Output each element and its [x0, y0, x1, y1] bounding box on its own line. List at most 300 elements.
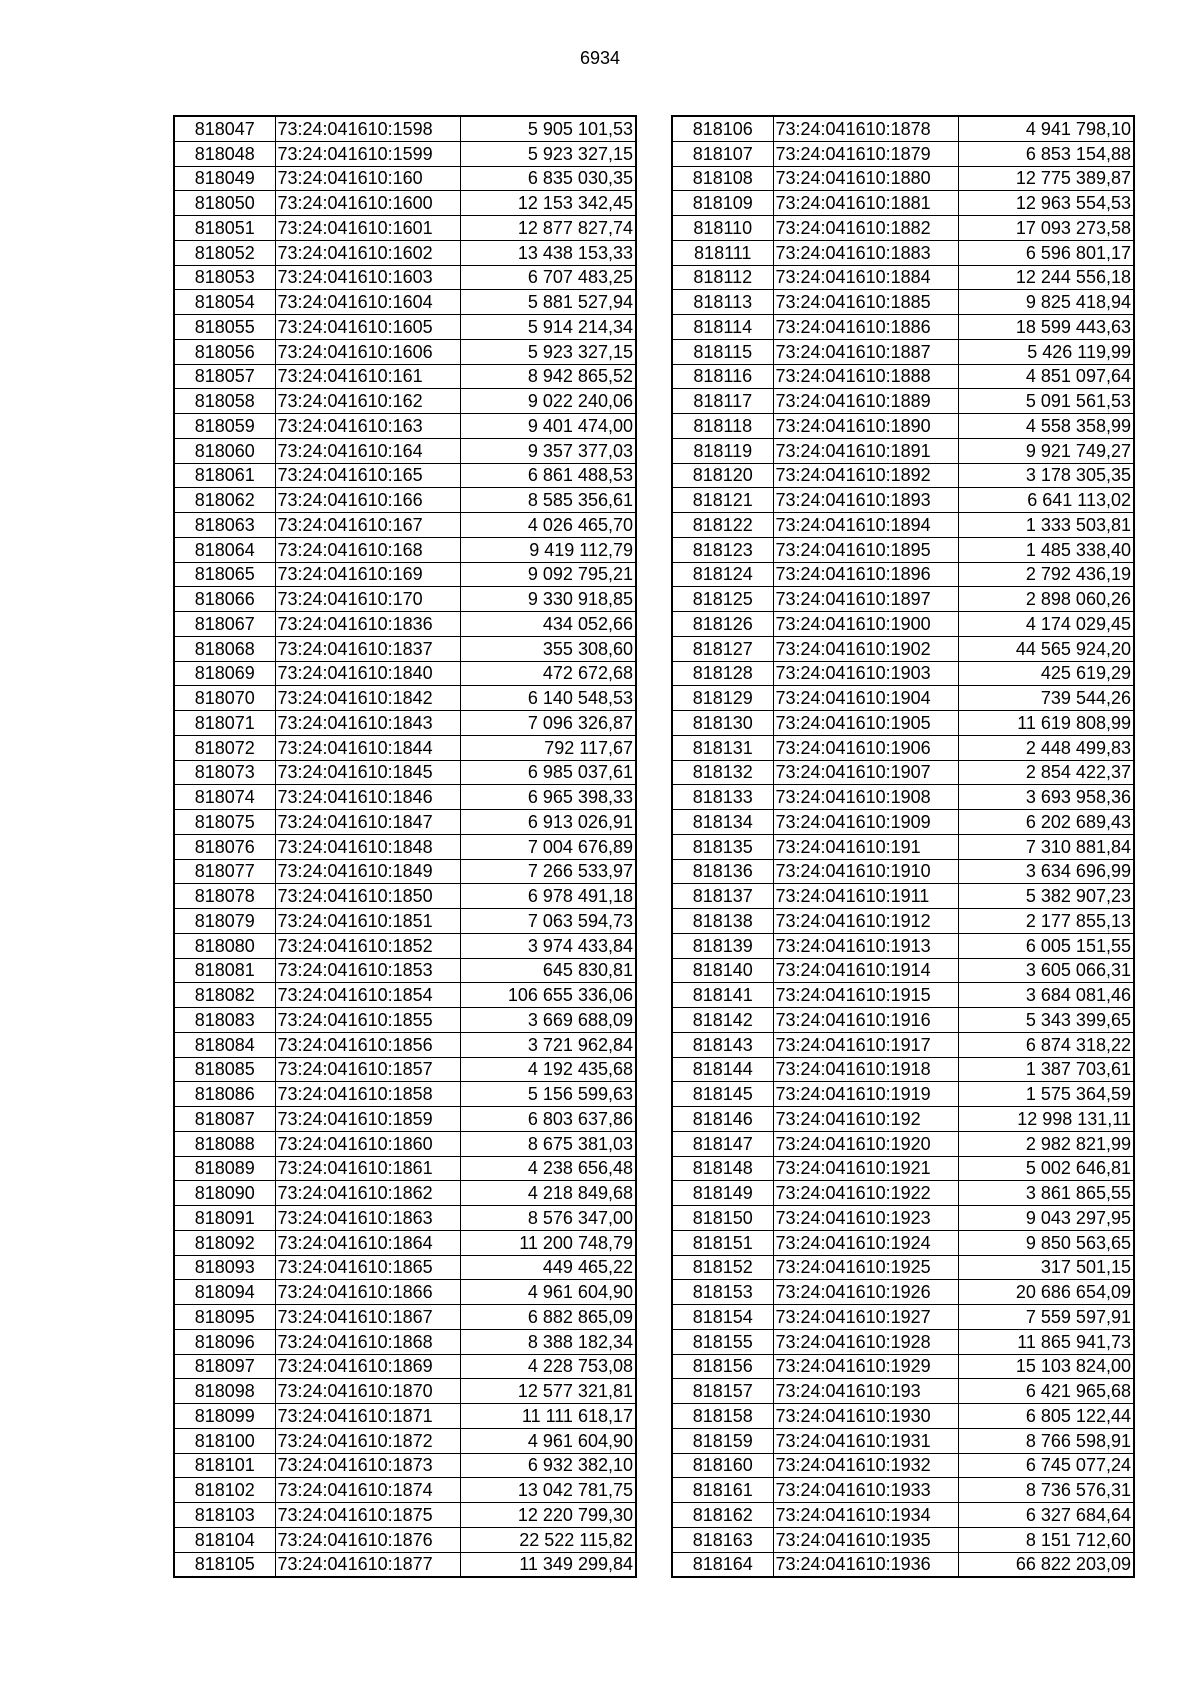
- value-cell: 4 851 097,64: [958, 364, 1134, 389]
- table-row: [174, 1280, 636, 1305]
- value-cell: 12 577 321,81: [460, 1379, 636, 1404]
- record-number-cell: 818125: [672, 587, 773, 612]
- record-number-cell: 818143: [672, 1032, 773, 1057]
- table-row: [672, 488, 1134, 513]
- cadastral-number-cell: 73:24:041610:162: [275, 389, 460, 414]
- value-cell: 472 672,68: [460, 661, 636, 686]
- table-row: [174, 315, 636, 340]
- record-number-cell: 818127: [672, 636, 773, 661]
- table-row: [672, 760, 1134, 785]
- value-cell: 8 388 182,34: [460, 1329, 636, 1354]
- value-cell: 6 913 026,91: [460, 810, 636, 835]
- record-number-cell: 818122: [672, 513, 773, 538]
- record-number-cell: 818062: [174, 488, 275, 513]
- record-number-cell: 818152: [672, 1255, 773, 1280]
- table-row: [174, 958, 636, 983]
- value-cell: 8 576 347,00: [460, 1206, 636, 1231]
- cadastral-number-cell: 73:24:041610:1935: [773, 1527, 958, 1552]
- record-number-cell: 818089: [174, 1156, 275, 1181]
- table-row: [174, 1255, 636, 1280]
- value-cell: 11 200 748,79: [460, 1230, 636, 1255]
- value-cell: 4 558 358,99: [958, 414, 1134, 439]
- table-row: [174, 191, 636, 216]
- cadastral-number-cell: 73:24:041610:1889: [773, 389, 958, 414]
- cadastral-number-cell: 73:24:041610:163: [275, 414, 460, 439]
- table-row: [174, 290, 636, 315]
- record-number-cell: 818104: [174, 1527, 275, 1552]
- value-cell: 434 052,66: [460, 612, 636, 637]
- value-cell: 6 005 151,55: [958, 933, 1134, 958]
- table-row: [174, 463, 636, 488]
- cadastral-number-cell: 73:24:041610:1606: [275, 339, 460, 364]
- cadastral-number-cell: 73:24:041610:1858: [275, 1082, 460, 1107]
- cadastral-number-cell: 73:24:041610:1914: [773, 958, 958, 983]
- cadastral-number-cell: 73:24:041610:1847: [275, 810, 460, 835]
- record-number-cell: 818149: [672, 1181, 773, 1206]
- cadastral-number-cell: 73:24:041610:1881: [773, 191, 958, 216]
- value-cell: 5 156 599,63: [460, 1082, 636, 1107]
- record-number-cell: 818139: [672, 933, 773, 958]
- value-cell: 11 111 618,17: [460, 1404, 636, 1429]
- record-number-cell: 818094: [174, 1280, 275, 1305]
- value-cell: 6 805 122,44: [958, 1404, 1134, 1429]
- record-number-cell: 818061: [174, 463, 275, 488]
- value-cell: 6 140 548,53: [460, 686, 636, 711]
- table-row: [672, 389, 1134, 414]
- value-cell: 8 585 356,61: [460, 488, 636, 513]
- cadastral-number-cell: 73:24:041610:1919: [773, 1082, 958, 1107]
- cadastral-number-cell: 73:24:041610:1916: [773, 1008, 958, 1033]
- record-number-cell: 818051: [174, 216, 275, 241]
- cadastral-number-cell: 73:24:041610:1852: [275, 933, 460, 958]
- table-row: [672, 884, 1134, 909]
- value-cell: 15 103 824,00: [958, 1354, 1134, 1379]
- cadastral-number-cell: 73:24:041610:1871: [275, 1404, 460, 1429]
- cadastral-number-cell: 73:24:041610:1870: [275, 1379, 460, 1404]
- cadastral-number-cell: 73:24:041610:1878: [773, 116, 958, 141]
- cadastral-number-cell: 73:24:041610:1603: [275, 265, 460, 290]
- record-number-cell: 818164: [672, 1552, 773, 1577]
- record-number-cell: 818161: [672, 1478, 773, 1503]
- value-cell: 4 941 798,10: [958, 116, 1134, 141]
- cadastral-number-cell: 73:24:041610:160: [275, 166, 460, 191]
- table-row: [174, 265, 636, 290]
- table-row: [174, 1305, 636, 1330]
- value-cell: 12 998 131,11: [958, 1107, 1134, 1132]
- record-number-cell: 818052: [174, 240, 275, 265]
- record-number-cell: 818056: [174, 339, 275, 364]
- record-number-cell: 818153: [672, 1280, 773, 1305]
- value-cell: 2 177 855,13: [958, 909, 1134, 934]
- cadastral-number-cell: 73:24:041610:1840: [275, 661, 460, 686]
- cadastral-number-cell: 73:24:041610:1897: [773, 587, 958, 612]
- cadastral-number-cell: 73:24:041610:1845: [275, 760, 460, 785]
- table-row: [672, 1453, 1134, 1478]
- record-number-cell: 818124: [672, 562, 773, 587]
- table-row: [672, 1107, 1134, 1132]
- record-number-cell: 818071: [174, 711, 275, 736]
- table-row: [672, 240, 1134, 265]
- record-number-cell: 818157: [672, 1379, 773, 1404]
- table-row: [672, 1527, 1134, 1552]
- value-cell: 645 830,81: [460, 958, 636, 983]
- value-cell: 9 092 795,21: [460, 562, 636, 587]
- value-cell: 8 151 712,60: [958, 1527, 1134, 1552]
- table-row: [174, 909, 636, 934]
- value-cell: 6 985 037,61: [460, 760, 636, 785]
- cadastral-number-cell: 73:24:041610:1918: [773, 1057, 958, 1082]
- cadastral-number-cell: 73:24:041610:1867: [275, 1305, 460, 1330]
- cadastral-number-cell: 73:24:041610:1875: [275, 1503, 460, 1528]
- table-row: [174, 1329, 636, 1354]
- value-cell: 6 861 488,53: [460, 463, 636, 488]
- record-number-cell: 818088: [174, 1131, 275, 1156]
- record-number-cell: 818142: [672, 1008, 773, 1033]
- table-row: [174, 513, 636, 538]
- value-cell: 3 178 305,35: [958, 463, 1134, 488]
- table-row: [174, 1354, 636, 1379]
- record-number-cell: 818113: [672, 290, 773, 315]
- value-cell: 8 942 865,52: [460, 364, 636, 389]
- cadastral-number-cell: 73:24:041610:1917: [773, 1032, 958, 1057]
- cadastral-number-cell: 73:24:041610:1600: [275, 191, 460, 216]
- cadastral-number-cell: 73:24:041610:1928: [773, 1329, 958, 1354]
- table-row: [672, 636, 1134, 661]
- table-row: [672, 364, 1134, 389]
- value-cell: 12 244 556,18: [958, 265, 1134, 290]
- cadastral-number-cell: 73:24:041610:1922: [773, 1181, 958, 1206]
- record-number-cell: 818075: [174, 810, 275, 835]
- table-row: [672, 1206, 1134, 1231]
- table-row: [174, 141, 636, 166]
- cadastral-number-cell: 73:24:041610:165: [275, 463, 460, 488]
- cadastral-number-cell: 73:24:041610:1903: [773, 661, 958, 686]
- value-cell: 6 421 965,68: [958, 1379, 1134, 1404]
- cadastral-number-cell: 73:24:041610:168: [275, 537, 460, 562]
- cadastral-number-cell: 73:24:041610:169: [275, 562, 460, 587]
- table-row: [672, 1552, 1134, 1577]
- value-cell: 1 485 338,40: [958, 537, 1134, 562]
- record-number-cell: 818078: [174, 884, 275, 909]
- value-cell: 9 850 563,65: [958, 1230, 1134, 1255]
- value-cell: 3 861 865,55: [958, 1181, 1134, 1206]
- value-cell: 11 619 808,99: [958, 711, 1134, 736]
- table-row: [174, 438, 636, 463]
- table-row: [174, 661, 636, 686]
- value-cell: 5 923 327,15: [460, 141, 636, 166]
- record-number-cell: 818121: [672, 488, 773, 513]
- value-cell: 6 803 637,86: [460, 1107, 636, 1132]
- table-row: [174, 488, 636, 513]
- value-cell: 4 192 435,68: [460, 1057, 636, 1082]
- table-row: [672, 1156, 1134, 1181]
- record-number-cell: 818150: [672, 1206, 773, 1231]
- page-number: 6934: [579, 48, 621, 68]
- cadastral-number-cell: 73:24:041610:1850: [275, 884, 460, 909]
- table-row: [672, 463, 1134, 488]
- record-number-cell: 818060: [174, 438, 275, 463]
- value-cell: 6 202 689,43: [958, 810, 1134, 835]
- table-row: [174, 810, 636, 835]
- table-row: [174, 1181, 636, 1206]
- cadastral-number-cell: 73:24:041610:1877: [275, 1552, 460, 1577]
- value-cell: 4 026 465,70: [460, 513, 636, 538]
- table-row: [174, 686, 636, 711]
- cadastral-number-cell: 73:24:041610:1876: [275, 1527, 460, 1552]
- table-row: [672, 265, 1134, 290]
- table-row: [672, 1354, 1134, 1379]
- value-cell: 6 641 113,02: [958, 488, 1134, 513]
- record-number-cell: 818123: [672, 537, 773, 562]
- record-number-cell: 818087: [174, 1107, 275, 1132]
- table-row: [672, 1478, 1134, 1503]
- cadastral-table-right: [671, 115, 1135, 1578]
- record-number-cell: 818114: [672, 315, 773, 340]
- table-row: [672, 1008, 1134, 1033]
- record-number-cell: 818070: [174, 686, 275, 711]
- value-cell: 12 877 827,74: [460, 216, 636, 241]
- cadastral-number-cell: 73:24:041610:1859: [275, 1107, 460, 1132]
- record-number-cell: 818115: [672, 339, 773, 364]
- record-number-cell: 818105: [174, 1552, 275, 1577]
- record-number-cell: 818126: [672, 612, 773, 637]
- table-row: [672, 216, 1134, 241]
- record-number-cell: 818107: [672, 141, 773, 166]
- value-cell: 2 982 821,99: [958, 1131, 1134, 1156]
- value-cell: 5 002 646,81: [958, 1156, 1134, 1181]
- cadastral-number-cell: 73:24:041610:1893: [773, 488, 958, 513]
- table-row: [672, 513, 1134, 538]
- record-number-cell: 818065: [174, 562, 275, 587]
- table-row: [174, 1230, 636, 1255]
- cadastral-number-cell: 73:24:041610:1598: [275, 116, 460, 141]
- cadastral-number-cell: 73:24:041610:1885: [773, 290, 958, 315]
- record-number-cell: 818050: [174, 191, 275, 216]
- value-cell: 1 387 703,61: [958, 1057, 1134, 1082]
- cadastral-number-cell: 73:24:041610:1921: [773, 1156, 958, 1181]
- cadastral-number-cell: 73:24:041610:1869: [275, 1354, 460, 1379]
- cadastral-number-cell: 73:24:041610:1890: [773, 414, 958, 439]
- table-row: [672, 116, 1134, 141]
- value-cell: 2 854 422,37: [958, 760, 1134, 785]
- cadastral-number-cell: 73:24:041610:1863: [275, 1206, 460, 1231]
- table-row: [174, 636, 636, 661]
- record-number-cell: 818137: [672, 884, 773, 909]
- cadastral-number-cell: 73:24:041610:170: [275, 587, 460, 612]
- value-cell: 17 093 273,58: [958, 216, 1134, 241]
- cadastral-number-cell: 73:24:041610:1849: [275, 859, 460, 884]
- cadastral-number-cell: 73:24:041610:1911: [773, 884, 958, 909]
- cadastral-number-cell: 73:24:041610:1862: [275, 1181, 460, 1206]
- record-number-cell: 818097: [174, 1354, 275, 1379]
- value-cell: 5 091 561,53: [958, 389, 1134, 414]
- table-row: [174, 1082, 636, 1107]
- value-cell: 7 266 533,97: [460, 859, 636, 884]
- cadastral-number-cell: 73:24:041610:1906: [773, 735, 958, 760]
- cadastral-number-cell: 73:24:041610:1605: [275, 315, 460, 340]
- record-number-cell: 818053: [174, 265, 275, 290]
- record-number-cell: 818101: [174, 1453, 275, 1478]
- record-number-cell: 818162: [672, 1503, 773, 1528]
- value-cell: 12 775 389,87: [958, 166, 1134, 191]
- value-cell: 317 501,15: [958, 1255, 1134, 1280]
- record-number-cell: 818144: [672, 1057, 773, 1082]
- record-number-cell: 818155: [672, 1329, 773, 1354]
- value-cell: 6 707 483,25: [460, 265, 636, 290]
- table-row: [174, 1453, 636, 1478]
- table-row: [672, 612, 1134, 637]
- cadastral-number-cell: 73:24:041610:1936: [773, 1552, 958, 1577]
- table-row: [672, 414, 1134, 439]
- value-cell: 3 693 958,36: [958, 785, 1134, 810]
- cadastral-number-cell: 73:24:041610:1861: [275, 1156, 460, 1181]
- value-cell: 2 898 060,26: [958, 587, 1134, 612]
- value-cell: 9 330 918,85: [460, 587, 636, 612]
- record-number-cell: 818100: [174, 1428, 275, 1453]
- record-number-cell: 818048: [174, 141, 275, 166]
- record-number-cell: 818067: [174, 612, 275, 637]
- table-row: [174, 364, 636, 389]
- cadastral-number-cell: 73:24:041610:164: [275, 438, 460, 463]
- value-cell: 5 382 907,23: [958, 884, 1134, 909]
- cadastral-number-cell: 73:24:041610:1905: [773, 711, 958, 736]
- value-cell: 12 220 799,30: [460, 1503, 636, 1528]
- value-cell: 9 419 112,79: [460, 537, 636, 562]
- cadastral-number-cell: 73:24:041610:1926: [773, 1280, 958, 1305]
- value-cell: 425 619,29: [958, 661, 1134, 686]
- cadastral-number-cell: 73:24:041610:1855: [275, 1008, 460, 1033]
- table-row: [672, 1503, 1134, 1528]
- value-cell: 7 096 326,87: [460, 711, 636, 736]
- cadastral-number-cell: 73:24:041610:1900: [773, 612, 958, 637]
- record-number-cell: 818116: [672, 364, 773, 389]
- cadastral-number-cell: 73:24:041610:1872: [275, 1428, 460, 1453]
- record-number-cell: 818134: [672, 810, 773, 835]
- table-row: [174, 1379, 636, 1404]
- value-cell: 4 238 656,48: [460, 1156, 636, 1181]
- record-number-cell: 818148: [672, 1156, 773, 1181]
- cadastral-number-cell: 73:24:041610:1934: [773, 1503, 958, 1528]
- value-cell: 1 575 364,59: [958, 1082, 1134, 1107]
- record-number-cell: 818160: [672, 1453, 773, 1478]
- value-cell: 5 881 527,94: [460, 290, 636, 315]
- cadastral-number-cell: 73:24:041610:161: [275, 364, 460, 389]
- table-row: [672, 661, 1134, 686]
- table-row: [672, 562, 1134, 587]
- cadastral-number-cell: 73:24:041610:191: [773, 834, 958, 859]
- record-number-cell: 818102: [174, 1478, 275, 1503]
- table-row: [672, 1329, 1134, 1354]
- record-number-cell: 818106: [672, 116, 773, 141]
- value-cell: 6 745 077,24: [958, 1453, 1134, 1478]
- record-number-cell: 818158: [672, 1404, 773, 1429]
- table-row: [672, 785, 1134, 810]
- record-number-cell: 818133: [672, 785, 773, 810]
- table-row: [672, 1032, 1134, 1057]
- cadastral-number-cell: 73:24:041610:1902: [773, 636, 958, 661]
- table-row: [672, 686, 1134, 711]
- record-number-cell: 818108: [672, 166, 773, 191]
- cadastral-number-cell: 73:24:041610:1601: [275, 216, 460, 241]
- table-row: [672, 315, 1134, 340]
- record-number-cell: 818156: [672, 1354, 773, 1379]
- record-number-cell: 818059: [174, 414, 275, 439]
- table-row: [174, 612, 636, 637]
- value-cell: 4 218 849,68: [460, 1181, 636, 1206]
- table-row: [174, 933, 636, 958]
- table-row: [672, 711, 1134, 736]
- value-cell: 4 961 604,90: [460, 1280, 636, 1305]
- record-number-cell: 818049: [174, 166, 275, 191]
- cadastral-number-cell: 73:24:041610:1874: [275, 1478, 460, 1503]
- value-cell: 3 605 066,31: [958, 958, 1134, 983]
- value-cell: 4 174 029,45: [958, 612, 1134, 637]
- record-number-cell: 818109: [672, 191, 773, 216]
- table-row: [672, 141, 1134, 166]
- value-cell: 9 357 377,03: [460, 438, 636, 463]
- cadastral-number-cell: 73:24:041610:1923: [773, 1206, 958, 1231]
- cadastral-number-cell: 73:24:041610:1907: [773, 760, 958, 785]
- value-cell: 20 686 654,09: [958, 1280, 1134, 1305]
- table-row: [174, 785, 636, 810]
- record-number-cell: 818112: [672, 265, 773, 290]
- table-row: [174, 116, 636, 141]
- table-row: [174, 859, 636, 884]
- cadastral-number-cell: 73:24:041610:1880: [773, 166, 958, 191]
- record-number-cell: 818111: [672, 240, 773, 265]
- record-number-cell: 818085: [174, 1057, 275, 1082]
- record-number-cell: 818146: [672, 1107, 773, 1132]
- record-number-cell: 818093: [174, 1255, 275, 1280]
- cadastral-number-cell: 73:24:041610:1868: [275, 1329, 460, 1354]
- value-cell: 11 349 299,84: [460, 1552, 636, 1577]
- record-number-cell: 818159: [672, 1428, 773, 1453]
- table-row: [174, 537, 636, 562]
- cadastral-number-cell: 73:24:041610:1866: [275, 1280, 460, 1305]
- table-row: [672, 1280, 1134, 1305]
- cadastral-number-cell: 73:24:041610:1891: [773, 438, 958, 463]
- cadastral-number-cell: 73:24:041610:1851: [275, 909, 460, 934]
- table-row: [174, 1552, 636, 1577]
- value-cell: 5 914 214,34: [460, 315, 636, 340]
- table-row: [672, 537, 1134, 562]
- cadastral-number-cell: 73:24:041610:1933: [773, 1478, 958, 1503]
- value-cell: 8 675 381,03: [460, 1131, 636, 1156]
- value-cell: 106 655 336,06: [460, 983, 636, 1008]
- table-row: [174, 760, 636, 785]
- table-row: [174, 1206, 636, 1231]
- value-cell: 11 865 941,73: [958, 1329, 1134, 1354]
- record-number-cell: 818092: [174, 1230, 275, 1255]
- record-number-cell: 818066: [174, 587, 275, 612]
- table-row: [174, 983, 636, 1008]
- table-row: [672, 1131, 1134, 1156]
- table-row: [174, 1107, 636, 1132]
- cadastral-number-cell: 73:24:041610:1857: [275, 1057, 460, 1082]
- cadastral-number-cell: 73:24:041610:1912: [773, 909, 958, 934]
- table-row: [672, 958, 1134, 983]
- value-cell: 8 736 576,31: [958, 1478, 1134, 1503]
- record-number-cell: 818080: [174, 933, 275, 958]
- record-number-cell: 818086: [174, 1082, 275, 1107]
- table-row: [672, 1230, 1134, 1255]
- cadastral-number-cell: 73:24:041610:1884: [773, 265, 958, 290]
- value-cell: 5 905 101,53: [460, 116, 636, 141]
- value-cell: 355 308,60: [460, 636, 636, 661]
- record-number-cell: 818099: [174, 1404, 275, 1429]
- cadastral-number-cell: 73:24:041610:1860: [275, 1131, 460, 1156]
- table-row: [174, 1032, 636, 1057]
